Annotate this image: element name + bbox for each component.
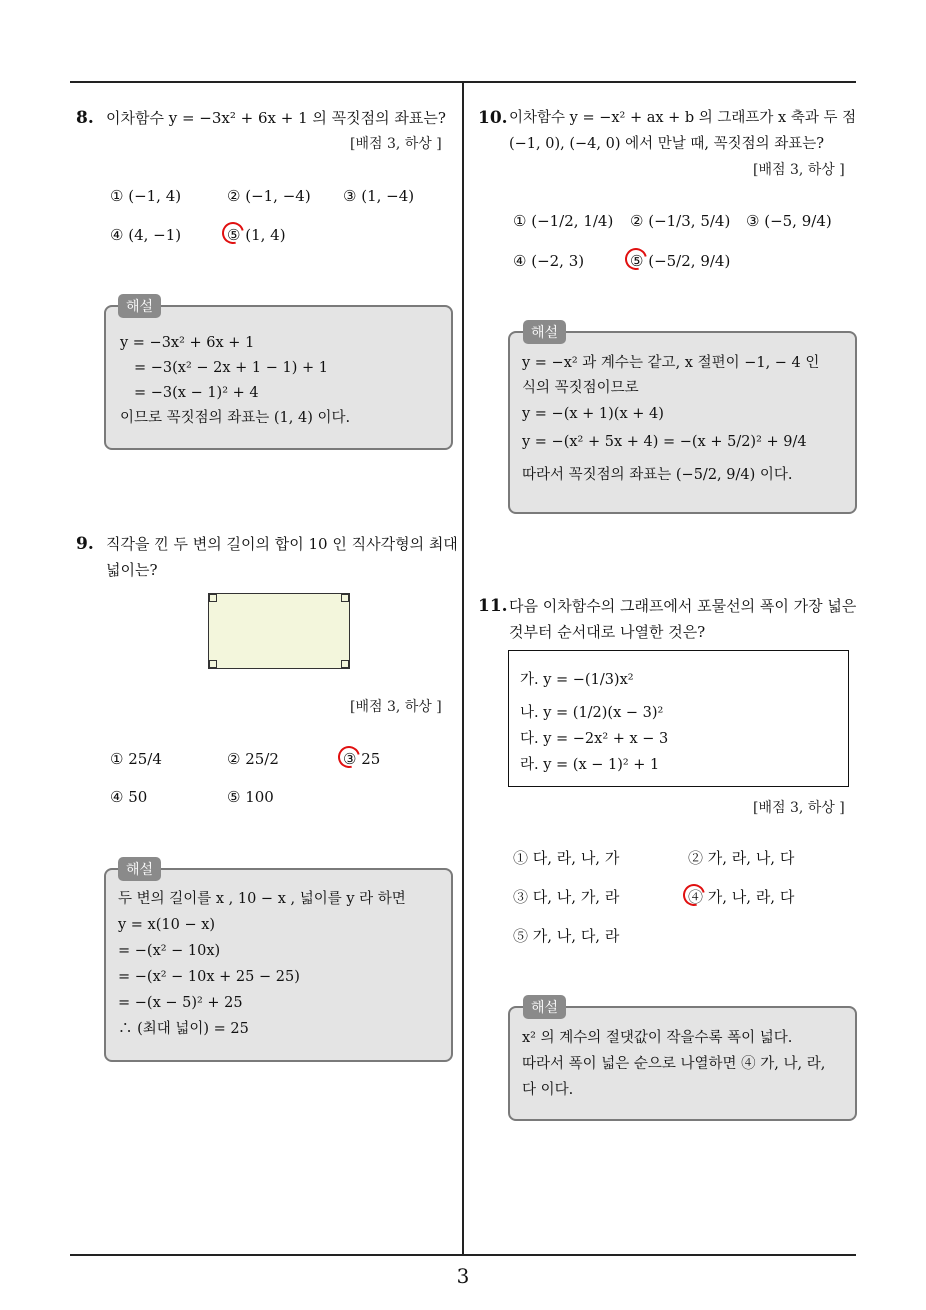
q11-choice-2[interactable]: ② 가, 라, 나, 다 — [688, 849, 795, 867]
q10-choice-1[interactable]: ① (−1/2, 1/4) — [513, 212, 614, 230]
q10-solution-line: 따라서 꼭짓점의 좌표는 (−5/2, 9/4) 이다. — [522, 467, 793, 483]
q9-choice-3[interactable]: ③ 25 — [343, 750, 381, 768]
q10-choice-4[interactable]: ④ (−2, 3) — [513, 252, 585, 270]
q10-solution-line: y = −(x² + 5x + 4) = −(x + 5/2)² + 9/4 — [522, 434, 807, 450]
q8-number: 8. — [76, 108, 94, 128]
q11-choice-3[interactable]: ③ 다, 나, 가, 라 — [513, 888, 620, 906]
q10-stem-line1: 이차함수 y = −x² + ax + b 의 그래프가 x 축과 두 점 — [509, 110, 857, 126]
q9-choice-1[interactable]: ① 25/4 — [110, 750, 162, 768]
q11-stem-line1: 다음 이차함수의 그래프에서 포물선의 폭이 가장 넓은 — [509, 597, 857, 615]
q11-function-item: 가. y = −(1/3)x² — [520, 672, 634, 688]
q8-solution-line: y = −3x² + 6x + 1 — [120, 335, 255, 351]
q10-solution-line: y = −(x + 1)(x + 4) — [522, 406, 664, 422]
right-angle-mark — [341, 660, 349, 668]
q9-solution-tag: 해설 — [118, 857, 161, 881]
q10-number: 10. — [478, 108, 508, 128]
q10-choice-5[interactable]: ⑤ (−5/2, 9/4) — [630, 252, 731, 270]
q9-solution-line: = −(x² − 10x + 25 − 25) — [118, 969, 300, 985]
right-angle-mark — [341, 594, 349, 602]
q11-function-item: 다. y = −2x² + x − 3 — [520, 731, 669, 747]
q10-choice-2[interactable]: ② (−1/3, 5/4) — [630, 212, 731, 230]
q11-choice-1[interactable]: ① 다, 라, 나, 가 — [513, 849, 620, 867]
q10-solution-line: y = −x² 과 계수는 같고, x 절편이 −1, − 4 인 — [522, 355, 820, 371]
q8-stem: 이차함수 y = −3x² + 6x + 1 의 꼭짓점의 좌표는? — [106, 109, 446, 127]
q9-choice-2[interactable]: ② 25/2 — [227, 750, 279, 768]
q8-solution-tag: 해설 — [118, 294, 161, 318]
q11-solution-line: 따라서 폭이 넓은 순으로 나열하면 ④ 가, 나, 라, — [522, 1056, 826, 1072]
q8-choice-5[interactable]: ⑤ (1, 4) — [227, 226, 286, 244]
q11-points: [배점 3, 하상 ] — [753, 800, 845, 816]
q10-choice-3[interactable]: ③ (−5, 9/4) — [746, 212, 832, 230]
q9-stem-line1: 직각을 낀 두 변의 길이의 합이 10 인 직사각형의 최대 — [106, 535, 458, 553]
q9-choice-5[interactable]: ⑤ 100 — [227, 788, 274, 806]
q9-solution-line: y = x(10 − x) — [118, 917, 216, 933]
q9-solution-line: = −(x − 5)² + 25 — [118, 995, 243, 1011]
q9-solution-line: 두 변의 길이를 x , 10 − x , 넓이를 y 라 하면 — [118, 891, 406, 907]
q8-choice-1[interactable]: ① (−1, 4) — [110, 187, 182, 205]
q8-choice-2[interactable]: ② (−1, −4) — [227, 187, 311, 205]
q11-choice-5[interactable]: ⑤ 가, 나, 다, 라 — [513, 927, 620, 945]
q9-stem-line2: 넓이는? — [106, 561, 158, 579]
q9-rectangle-figure — [208, 593, 350, 669]
q9-solution-line: ∴ (최대 넓이) = 25 — [118, 1021, 249, 1037]
q10-points: [배점 3, 하상 ] — [753, 162, 845, 178]
q11-number: 11. — [478, 596, 508, 616]
q10-stem-line2: (−1, 0), (−4, 0) 에서 만날 때, 꼭짓점의 좌표는? — [509, 136, 824, 152]
right-angle-mark — [209, 660, 217, 668]
q11-stem-line2: 것부터 순서대로 나열한 것은? — [509, 623, 706, 641]
q11-solution-line: 다 이다. — [522, 1082, 574, 1098]
q9-points: [배점 3, 하상 ] — [350, 699, 442, 715]
q11-solution-tag: 해설 — [523, 995, 566, 1019]
q11-function-item: 나. y = (1/2)(x − 3)² — [520, 705, 664, 721]
q9-number: 9. — [76, 534, 94, 554]
q8-solution-line: = −3(x − 1)² + 4 — [134, 385, 259, 401]
column-divider — [462, 81, 464, 1256]
q9-choice-4[interactable]: ④ 50 — [110, 788, 148, 806]
q10-solution-line: 식의 꼭짓점이므로 — [522, 380, 639, 396]
q11-choice-4[interactable]: ④ 가, 나, 라, 다 — [688, 888, 795, 906]
right-angle-mark — [209, 594, 217, 602]
q8-choice-3[interactable]: ③ (1, −4) — [343, 187, 415, 205]
q11-function-item: 라. y = (x − 1)² + 1 — [520, 757, 660, 773]
q10-solution-tag: 해설 — [523, 320, 566, 344]
q8-choice-4[interactable]: ④ (4, −1) — [110, 226, 182, 244]
q8-points: [배점 3, 하상 ] — [350, 136, 442, 152]
q8-solution-line: = −3(x² − 2x + 1 − 1) + 1 — [134, 360, 328, 376]
q8-solution-line: 이므로 꼭짓점의 좌표는 (1, 4) 이다. — [120, 410, 351, 426]
q9-solution-line: = −(x² − 10x) — [118, 943, 221, 959]
page-number: 3 — [456, 1264, 470, 1288]
q11-solution-line: x² 의 계수의 절댓값이 작을수록 폭이 넓다. — [522, 1030, 793, 1046]
